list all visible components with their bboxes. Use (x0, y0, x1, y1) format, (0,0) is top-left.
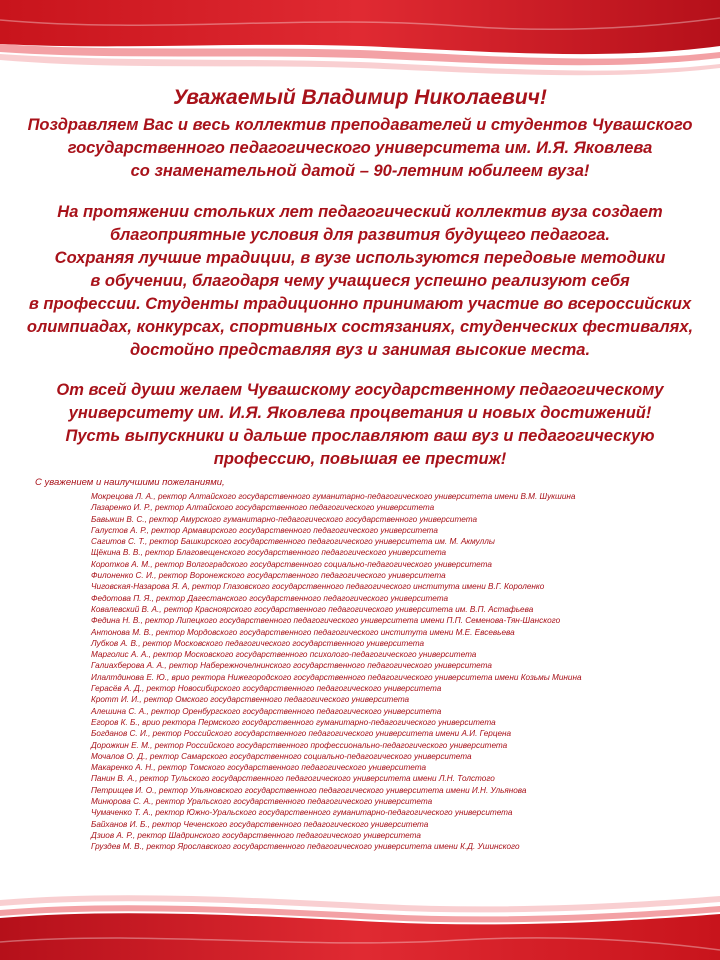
text-line: Пусть выпускники и дальше прославляют ваш вуз и педагогическую (65, 427, 655, 445)
signer-item: Федотова П. Я., ректор Дагестанского государственного педагогического университета (91, 593, 449, 603)
signer-item: Федина Н. В., ректор Липецкого государственного педагогического университета имени П.П. Семенова-Тян-Шанского (91, 616, 561, 626)
signer-item: Чумаченко Т. А., ректор Южно-Уральского государственного гуманитарно-педагогического университета (91, 808, 513, 818)
salutation: Уважаемый Владимир Николаевич! (173, 86, 547, 109)
signer-item: Илалтдинова Е. Ю., врио ректора Нижегородского государственного педагогического университета имени Козьмы Минина (91, 672, 582, 682)
signer-item: Лубков А. В., ректор Московского педагогического государственного университета (91, 638, 425, 648)
top-red-wave-decoration (0, 0, 720, 90)
signer-item: Дорожкин Е. М., ректор Российского государственного профессионально-педагогического университета (91, 740, 508, 750)
congratulation-paragraph (0, 114, 720, 183)
signers-list (0, 491, 720, 853)
text-line: университету им. И.Я. Яковлева процветания и новых достижений! (68, 404, 652, 422)
signer-item: Сагитов С. Т., ректор Башкирского государственного педагогического университета им. М. Акмуллы (91, 537, 495, 547)
signer-item: Щёкина В. В., ректор Благовещенского государственного педагогического университета (91, 548, 447, 558)
signer-item: Галустов А. Р., ректор Армавирского государственного педагогического университета (91, 525, 438, 535)
text-line: в профессии. Студенты традиционно принимают участие во всероссийских (28, 295, 692, 313)
text-line: Поздравляем Вас и весь коллектив преподавателей и студентов Чувашского (27, 116, 693, 134)
signer-item: Груздев М. В., ректор Ярославского государственного педагогического университета имени К.Д. Ушинского (91, 842, 520, 852)
text-line: олимпиадах, конкурсах, спортивных состязаниях, студенческих фестивалях, (26, 318, 694, 336)
closing-line: С уважением и наилучшими пожеланиями, (35, 477, 225, 488)
signer-item: Антонова М. В., ректор Мордовского государственного педагогического института имени М.Е. Евсевьева (91, 627, 515, 637)
signer-item: Панин В. А., ректор Тульского государственного педагогического университета имени Л.Н. Толстого (91, 774, 495, 784)
text-line: Сохраняя лучшие традиции, в вузе используются передовые методики (54, 249, 666, 267)
text-line: государственного педагогического университета им. И.Я. Яковлева (67, 139, 653, 157)
signer-item: Коротков А. М., ректор Волгоградского государственного социально-педагогического университета (91, 559, 492, 569)
text-line: От всей души желаем Чувашскому государственному педагогическому (56, 381, 664, 399)
signer-item: Петрищев И. О., ректор Ульяновского государственного педагогического университета имени И.Н. Ульянова (91, 785, 527, 795)
wishes-paragraph (0, 379, 720, 471)
text-line: благоприятные условия для развития будущего педагога. (110, 226, 610, 244)
signer-item: Байханов И. Б., ректор Чеченского государственного педагогического университета (91, 819, 429, 829)
signer-item: Герасёв А. Д., ректор Новосибирского государственного педагогического университета (91, 684, 442, 694)
signer-item: Мочалов О. Д., ректор Самарского государственного социально-педагогического университета (91, 751, 472, 761)
signer-item: Филоненко С. И., ректор Воронежского государственного педагогического университета (91, 571, 446, 581)
text-line: со знаменательной датой – 90-летним юбилеем вуза! (130, 162, 590, 180)
signer-item: Ковалевский В. А., ректор Красноярского государственного педагогического университета им. В.П. Астафьева (91, 604, 534, 614)
signer-item: Бавыкин В. С., ректор Амурского гуманитарно-педагогического государственного университета (91, 514, 478, 524)
signer-item: Дзиов А. Р., ректор Шадринского государственного педагогического университета (91, 830, 421, 840)
signer-item: Чиговская-Назарова Я. А, ректор Глазовского государственного педагогического института имени В.Г. Короленко (91, 582, 545, 592)
signer-item: Галиахберова А. А., ректор Набережночелнинского государственного педагогического университета (91, 661, 492, 671)
text-line: достойно представляя вуз и занимая высокие места. (129, 341, 591, 359)
signer-item: Кротт И. И., ректор Омского государственного педагогического университета (91, 695, 410, 705)
signer-item: Богданов С. И., ректор Российского государственного педагогического университета имени А.И. Герцена (91, 729, 512, 739)
achievements-paragraph (0, 201, 720, 362)
signer-item: Лазаренко И. Р., ректор Алтайского государственного педагогического университета (91, 503, 435, 513)
bottom-red-wave-decoration (0, 880, 720, 960)
text-line: профессию, повышая ее престиж! (213, 450, 507, 468)
letter-body (0, 84, 720, 853)
signer-item: Марголис А. А., ректор Московского государственного психолого-педагогического университета (91, 650, 477, 660)
text-line: На протяжении стольких лет педагогический коллектив вуза создает (57, 203, 663, 221)
signer-item: Макаренко А. Н., ректор Томского государственного педагогического университета (91, 763, 427, 773)
signer-item: Алешина С. А., ректор Оренбургского государственного педагогического университета (91, 706, 442, 716)
text-line: в обучении, благодаря чему учащиеся успешно реализуют себя (90, 272, 630, 290)
signer-item: Мокрецова Л. А., ректор Алтайского государственного гуманитарно-педагогического университета имени В.М. Шукшина (91, 492, 576, 501)
signer-item: Егоров К. Б., врио ректора Пермского государственного гуманитарно-педагогического университета (91, 717, 496, 727)
signer-item: Минюрова С. А., ректор Уральского государственного педагогического университета (91, 797, 433, 807)
